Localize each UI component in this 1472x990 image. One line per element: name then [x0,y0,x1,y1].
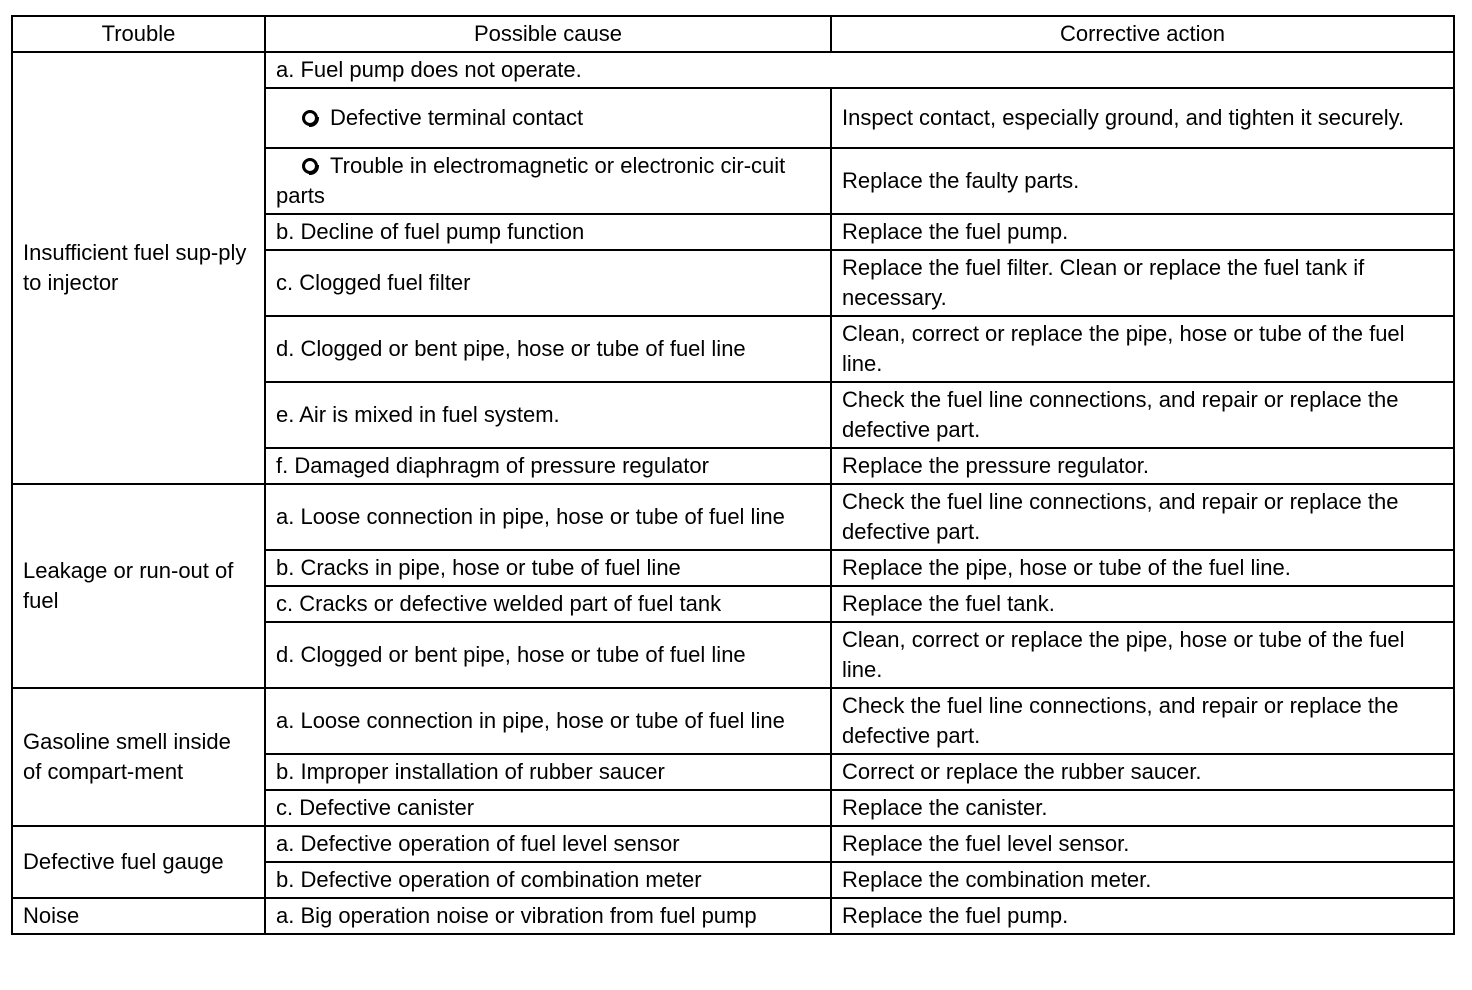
trouble-cell [12,484,265,688]
action-label: Check the fuel line connections, and repair or replace the defective part. [842,387,1399,442]
trouble-cell [12,826,265,898]
action-cell [831,550,1454,586]
trouble-cell [12,688,265,826]
cause-cell [265,586,831,622]
cause-cell [265,826,831,862]
cause-cell [265,550,831,586]
cause-label: d. Clogged or bent pipe, hose or tube of fuel line [276,642,746,667]
header-trouble: Trouble [12,16,265,52]
cause-label: b. Improper installation of rubber saucer [276,759,665,784]
action-cell [831,148,1454,214]
cause-label: a. Fuel pump does not operate. [276,57,582,82]
action-cell [831,826,1454,862]
action-label: Check the fuel line connections, and repair or replace the defective part. [842,489,1399,544]
bullet-icon [302,110,318,126]
action-label: Replace the fuel pump. [842,219,1069,244]
cause-cell [265,88,831,148]
cause-label: a. Loose connection in pipe, hose or tube of fuel line [276,504,785,529]
action-cell [831,688,1454,754]
cause-cell [265,484,831,550]
cause-cell [265,754,831,790]
cause-label: c. Clogged fuel filter [276,270,471,295]
bullet-icon [302,158,318,174]
action-label: Replace the faulty parts. [842,168,1080,193]
trouble-label: Insufficient fuel sup-ply to injector [23,240,247,295]
action-cell [831,382,1454,448]
cause-label: c. Defective canister [276,795,475,820]
action-label: Replace the fuel pump. [842,903,1069,928]
table-row [12,898,1454,934]
cause-cell [265,862,831,898]
cause-label: d. Clogged or bent pipe, hose or tube of fuel line [276,336,746,361]
cause-cell [265,382,831,448]
table-row [12,52,1454,88]
cause-cell [265,250,831,316]
action-cell [831,448,1454,484]
cause-label: Defective terminal contact [330,105,584,130]
action-cell [831,586,1454,622]
header-cause: Possible cause [265,16,831,52]
action-label: Replace the fuel filter. Clean or replace the fuel tank if necessary. [842,255,1365,310]
cause-label: f. Damaged diaphragm of pressure regulator [276,453,709,478]
trouble-label: Defective fuel gauge [23,849,224,874]
action-label: Replace the fuel level sensor. [842,831,1130,856]
cause-label: b. Decline of fuel pump function [276,219,585,244]
cause-label: Trouble in electromagnetic or electronic cir-cuit parts [276,153,786,208]
action-cell [831,214,1454,250]
cause-cell [265,790,831,826]
action-label: Inspect contact, especially ground, and tighten it securely. [842,105,1405,130]
table-row [12,826,1454,862]
action-cell [831,88,1454,148]
cause-cell [265,214,831,250]
table-row [12,688,1454,754]
cause-label: a. Loose connection in pipe, hose or tube of fuel line [276,708,785,733]
header-action: Corrective action [831,16,1454,52]
action-label: Clean, correct or replace the pipe, hose or tube of the fuel line. [842,627,1405,682]
trouble-label: Leakage or run-out of fuel [23,558,234,613]
cause-cell [265,148,831,214]
action-label: Clean, correct or replace the pipe, hose or tube of the fuel line. [842,321,1405,376]
cause-label: a. Defective operation of fuel level sensor [276,831,680,856]
action-cell [831,316,1454,382]
trouble-cell [12,898,265,934]
action-cell [831,898,1454,934]
action-label: Check the fuel line connections, and repair or replace the defective part. [842,693,1399,748]
header-row [12,16,1454,52]
action-label: Correct or replace the rubber saucer. [842,759,1202,784]
cause-cell [265,622,831,688]
trouble-label: Noise [23,903,80,928]
action-cell [831,250,1454,316]
cause-cell [265,448,831,484]
action-cell [831,484,1454,550]
cause-label: a. Big operation noise or vibration from fuel pump [276,903,757,928]
cause-label: c. Cracks or defective welded part of fuel tank [276,591,722,616]
action-cell [831,790,1454,826]
cause-label: b. Defective operation of combination meter [276,867,702,892]
cause-cell [265,316,831,382]
action-label: Replace the pressure regulator. [842,453,1149,478]
action-cell [831,622,1454,688]
troubleshooting-table [11,15,1455,935]
cause-label: e. Air is mixed in fuel system. [276,402,560,427]
cause-label: b. Cracks in pipe, hose or tube of fuel line [276,555,681,580]
action-label: Replace the fuel tank. [842,591,1055,616]
table-row [12,484,1454,550]
action-cell [831,754,1454,790]
action-label: Replace the pipe, hose or tube of the fuel line. [842,555,1291,580]
trouble-label: Gasoline smell inside of compart-ment [23,729,231,784]
cause-cell [265,898,831,934]
action-cell [831,862,1454,898]
trouble-cell [12,52,265,484]
action-label: Replace the canister. [842,795,1048,820]
cause-cell [265,688,831,754]
cause-cell [265,52,1454,88]
action-label: Replace the combination meter. [842,867,1152,892]
